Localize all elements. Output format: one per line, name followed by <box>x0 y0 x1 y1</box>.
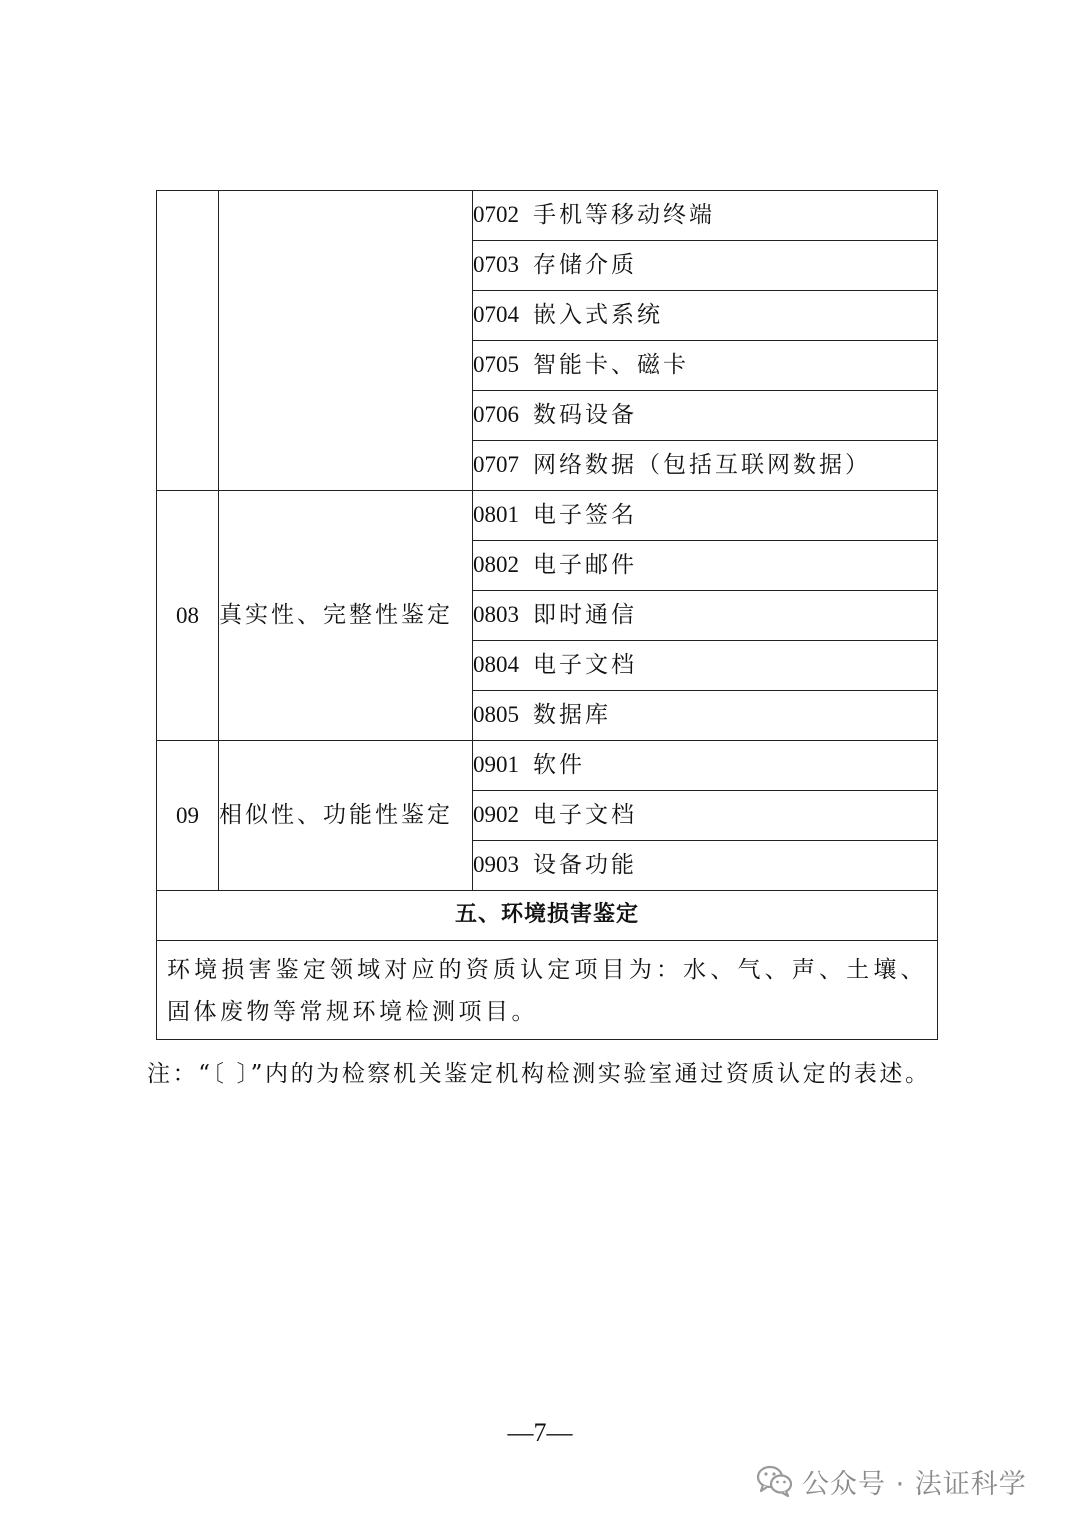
table-row <box>157 491 938 541</box>
sub-item-0903: 0903 设备功能 <box>473 841 938 891</box>
table-row <box>157 941 938 1040</box>
page-number: —7— <box>507 1418 573 1447</box>
category-name-09: 相似性、功能性鉴定 <box>219 741 473 891</box>
sub-item-0707: 0707 网络数据（包括互联网数据） <box>473 441 938 491</box>
sub-item-0704: 0704 嵌入式系统 <box>473 291 938 341</box>
sub-item-0805: 0805 数据库 <box>473 691 938 741</box>
category-code-08: 08 <box>157 491 219 741</box>
table-row <box>157 191 938 241</box>
sub-item-0803: 0803 即时通信 <box>473 591 938 641</box>
sub-item-0702: 0702 手机等移动终端 <box>473 191 938 241</box>
sub-item-0802: 0802 电子邮件 <box>473 541 938 591</box>
appraisal-items-table <box>156 190 938 1040</box>
wechat-icon <box>756 1464 794 1498</box>
sub-item-0901: 0901 软件 <box>473 741 938 791</box>
sub-item-0706: 0706 数码设备 <box>473 391 938 441</box>
name-cell-empty <box>219 191 473 491</box>
table-row <box>157 891 938 941</box>
sub-item-0801: 0801 电子签名 <box>473 491 938 541</box>
code-cell-empty <box>157 191 219 491</box>
category-name-08: 真实性、完整性鉴定 <box>219 491 473 741</box>
sub-item-0902: 0902 电子文档 <box>473 791 938 841</box>
section-heading: 五、环境损害鉴定 <box>157 891 938 941</box>
watermark <box>756 1460 1027 1502</box>
watermark-text: 公众号 · 法证科学 <box>802 1468 1027 1500</box>
sub-item-0703: 0703 存储介质 <box>473 241 938 291</box>
footnote: 注：“〔 〕”内的为检察机关鉴定机构检测实验室通过资质认定的表述。 <box>147 1061 931 1087</box>
section-description: 环境损害鉴定领域对应的资质认定项目为：水、气、声、土壤、固体废物等常规环境检测项目。 <box>157 941 938 1040</box>
sub-item-0804: 0804 电子文档 <box>473 641 938 691</box>
category-code-09: 09 <box>157 741 219 891</box>
sub-item-0705: 0705 智能卡、磁卡 <box>473 341 938 391</box>
table-row <box>157 741 938 791</box>
